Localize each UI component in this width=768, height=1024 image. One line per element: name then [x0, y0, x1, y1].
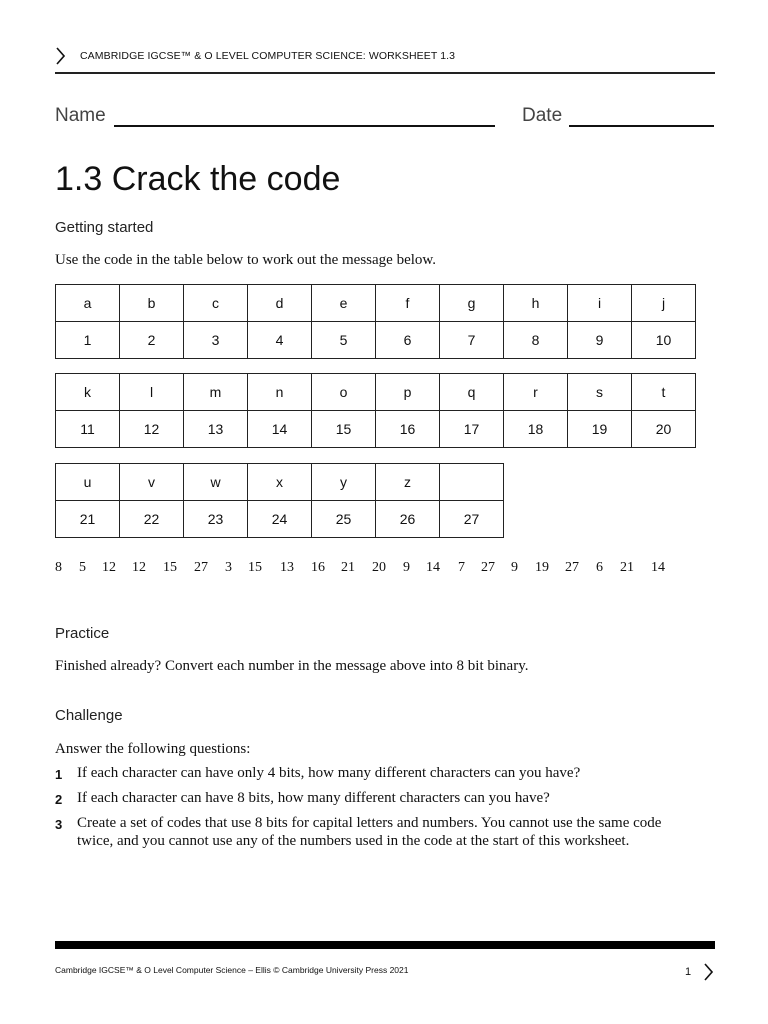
code-letter-cell: b	[120, 285, 184, 322]
code-number-cell: 26	[376, 501, 440, 538]
page-title: 1.3 Crack the code	[55, 160, 341, 198]
code-number-cell: 6	[376, 322, 440, 359]
code-number-cell: 17	[440, 411, 504, 448]
code-number-cell: 16	[376, 411, 440, 448]
code-letter-cell: k	[56, 374, 120, 411]
code-number-cell: 21	[56, 501, 120, 538]
message-number: 3	[225, 560, 232, 575]
code-table-number-row	[56, 411, 696, 448]
message-number: 27	[194, 560, 208, 575]
code-letter-cell: v	[120, 464, 184, 501]
code-letter-cell: d	[248, 285, 312, 322]
code-letter-cell: o	[312, 374, 376, 411]
code-letter-cell: r	[504, 374, 568, 411]
code-letter-cell: h	[504, 285, 568, 322]
footer-bar	[55, 941, 715, 949]
question-text: If each character can have only 4 bits, how many different characters can you have?	[77, 765, 581, 781]
code-number-cell: 4	[248, 322, 312, 359]
question-number: 2	[55, 792, 63, 807]
code-number-cell: 18	[504, 411, 568, 448]
date-field[interactable]	[569, 125, 714, 127]
code-letter-cell: e	[312, 285, 376, 322]
message-number: 15	[248, 560, 262, 575]
encoded-message	[55, 560, 715, 578]
code-letter-cell: x	[248, 464, 312, 501]
code-number-cell: 5	[312, 322, 376, 359]
code-letter-cell: w	[184, 464, 248, 501]
message-number: 7	[458, 560, 465, 575]
message-number: 14	[651, 560, 665, 575]
code-letter-cell: s	[568, 374, 632, 411]
code-table-letter-row	[56, 464, 504, 501]
code-letter-cell: m	[184, 374, 248, 411]
code-number-cell: 24	[248, 501, 312, 538]
code-table-number-row	[56, 501, 504, 538]
code-number-cell: 25	[312, 501, 376, 538]
message-number: 12	[102, 560, 116, 575]
practice-heading: Practice	[55, 625, 110, 642]
message-number: 12	[132, 560, 146, 575]
code-number-cell: 2	[120, 322, 184, 359]
question-text: Create a set of codes that use 8 bits for capital letters and numbers. You cannot use the same code twice, and you cannot use any of the numbers used in the code at the start of this worksheet.	[77, 815, 662, 849]
message-number: 21	[341, 560, 355, 575]
message-number: 19	[535, 560, 549, 575]
code-number-cell: 19	[568, 411, 632, 448]
running-header: CAMBRIDGE IGCSE™ & O LEVEL COMPUTER SCIENCE: WORKSHEET 1.3	[80, 50, 456, 62]
code-number-cell: 1	[56, 322, 120, 359]
message-number: 9	[511, 560, 518, 575]
message-number: 27	[481, 560, 495, 575]
header-rule	[55, 72, 715, 74]
challenge-heading: Challenge	[55, 707, 123, 724]
question-number: 3	[55, 817, 63, 832]
code-letter-cell: y	[312, 464, 376, 501]
code-table-letter-row	[56, 285, 696, 322]
code-number-cell: 15	[312, 411, 376, 448]
message-number: 15	[163, 560, 177, 575]
code-letter-cell: t	[632, 374, 696, 411]
message-number: 9	[403, 560, 410, 575]
code-number-cell: 10	[632, 322, 696, 359]
code-letter-cell: i	[568, 285, 632, 322]
code-table-letter-row	[56, 374, 696, 411]
chevron-right-icon	[55, 47, 65, 65]
practice-text: Finished already? Convert each number in the message above into 8 bit binary.	[55, 658, 529, 674]
code-letter-cell: j	[632, 285, 696, 322]
code-letter-cell: c	[184, 285, 248, 322]
message-number: 14	[426, 560, 440, 575]
code-number-cell: 22	[120, 501, 184, 538]
code-number-cell: 7	[440, 322, 504, 359]
code-number-cell: 27	[440, 501, 504, 538]
code-number-cell: 9	[568, 322, 632, 359]
code-number-cell: 11	[56, 411, 120, 448]
chevron-right-icon[interactable]	[703, 963, 713, 981]
footer-credit: Cambridge IGCSE™ & O Level Computer Science – Ellis © Cambridge University Press 2021	[55, 965, 409, 975]
code-table-number-row	[56, 322, 696, 359]
message-number: 6	[596, 560, 603, 575]
code-letter-cell: n	[248, 374, 312, 411]
message-number: 8	[55, 560, 62, 575]
code-letter-cell: f	[376, 285, 440, 322]
name-field[interactable]	[114, 125, 495, 127]
message-number: 27	[565, 560, 579, 575]
code-letter-cell: q	[440, 374, 504, 411]
code-letter-cell: g	[440, 285, 504, 322]
code-letter-cell: u	[56, 464, 120, 501]
code-table-2	[55, 373, 696, 448]
code-table-1	[55, 284, 696, 359]
getting-started-instruction: Use the code in the table below to work out the message below.	[55, 252, 437, 268]
name-label: Name	[55, 105, 106, 126]
code-letter-cell: z	[376, 464, 440, 501]
challenge-intro: Answer the following questions:	[55, 741, 251, 757]
code-number-cell: 3	[184, 322, 248, 359]
code-number-cell: 23	[184, 501, 248, 538]
code-letter-cell: l	[120, 374, 184, 411]
code-number-cell: 13	[184, 411, 248, 448]
code-number-cell: 8	[504, 322, 568, 359]
code-number-cell: 12	[120, 411, 184, 448]
question-number: 1	[55, 767, 63, 782]
page-number: 1	[685, 966, 692, 978]
code-table-3	[55, 463, 504, 538]
code-number-cell: 14	[248, 411, 312, 448]
question-text: If each character can have 8 bits, how many different characters can you have?	[77, 790, 550, 806]
code-number-cell: 20	[632, 411, 696, 448]
code-letter-cell: a	[56, 285, 120, 322]
getting-started-heading: Getting started	[55, 219, 154, 236]
message-number: 16	[311, 560, 325, 575]
message-number: 5	[79, 560, 86, 575]
message-number: 21	[620, 560, 634, 575]
code-letter-cell	[440, 464, 504, 501]
date-label: Date	[522, 105, 563, 126]
message-number: 20	[372, 560, 386, 575]
code-letter-cell: p	[376, 374, 440, 411]
message-number: 13	[280, 560, 294, 575]
